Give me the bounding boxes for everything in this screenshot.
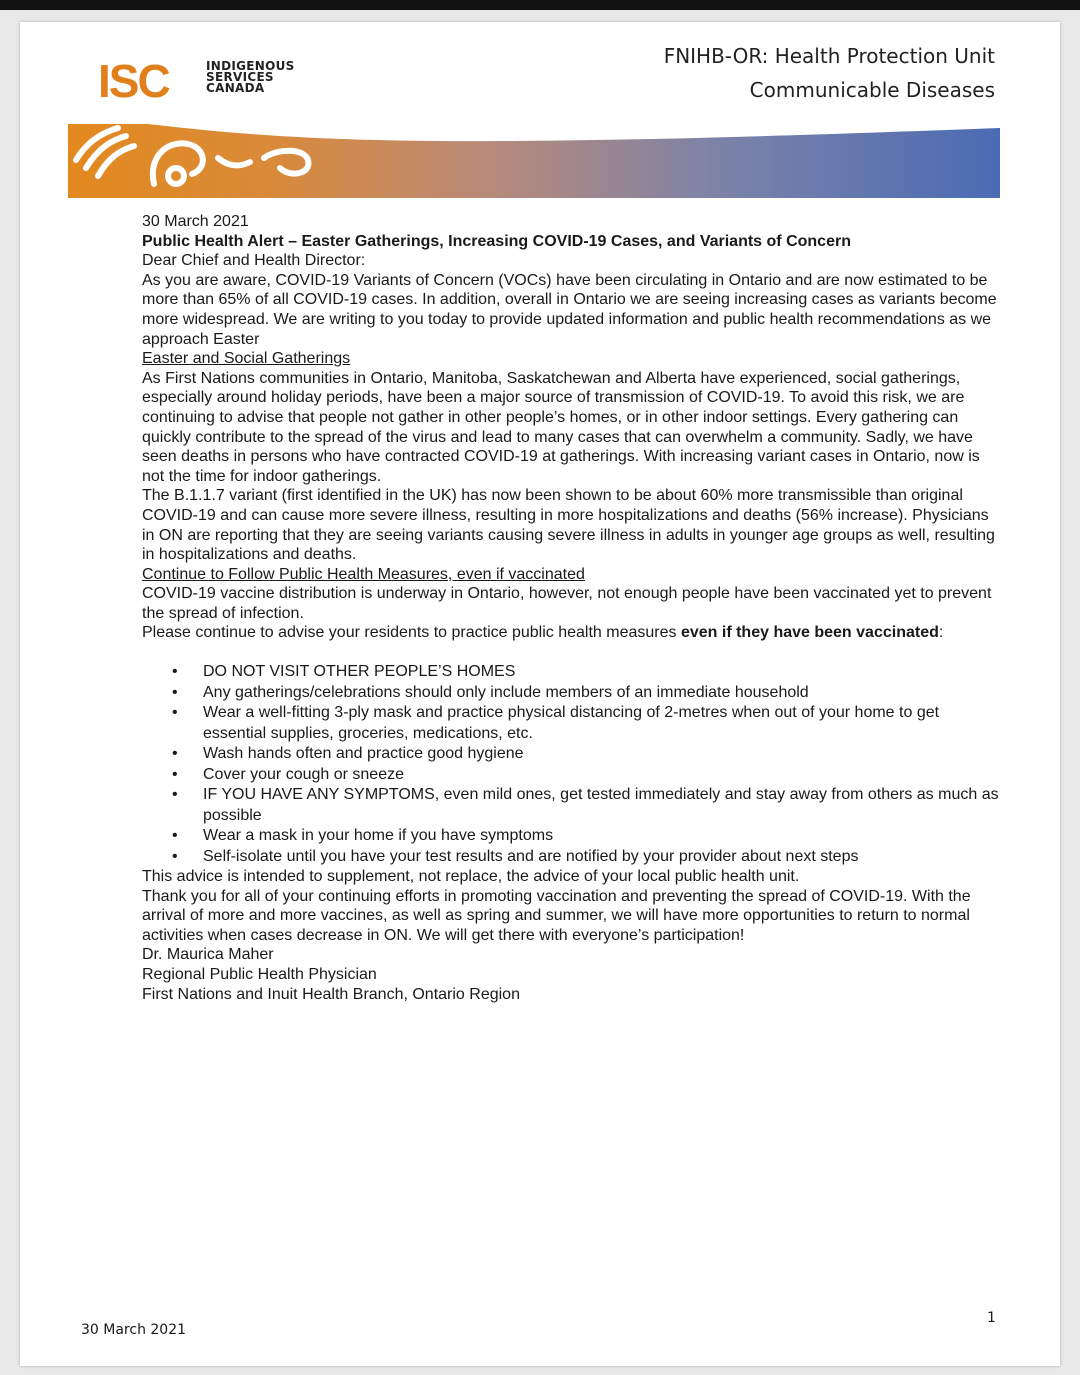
bullet-dot: • (172, 847, 178, 865)
list-item (142, 662, 1002, 683)
top-bar (0, 0, 1080, 10)
list-item (142, 703, 1002, 744)
bullet-dot: • (172, 745, 178, 763)
logo-line: SERVICES (206, 70, 274, 84)
signature-role: Regional Public Health Physician (142, 966, 377, 984)
header-unit-block (664, 44, 995, 102)
vaccine-paragraph: COVID-19 vaccine distribution is underway in Ontario, however, not enough people have been vaccinated yet to prevent the spread of infection. (142, 585, 992, 622)
list-item-text: Self-isolate until you have your test results and are notified by your provider about next steps (203, 847, 859, 865)
bullet-dot: • (172, 704, 178, 722)
header-division: Communicable Diseases (749, 78, 995, 102)
header-banner-graphic (68, 118, 1000, 198)
bullet-dot: • (172, 827, 178, 845)
measures-intro-text: Please continue to advise your residents to practice public health measures (142, 624, 681, 642)
letter-title: Public Health Alert – Easter Gatherings, Increasing COVID-19 Cases, and Variants of Concern (142, 232, 851, 250)
gatherings-paragraph: As First Nations communities in Ontario, Manitoba, Saskatchewan and Alberta have experienced, social gatherings, especially around holiday periods, have been a major source of transmission of COVID-19. To avoid this risk, we are continuing to advise that people not gather in other people’s homes, or in other indoor settings. Every gathering can quickly contribute to the spread of the virus and lead to many cases that can overwhelm a community. Sadly, we have seen deaths in persons who have contracted COVID-19 at gatherings. With increasing variant cases in Ontario, now is not the time for indoor gatherings. (142, 369, 980, 485)
section-heading-gatherings: Easter and Social Gatherings (142, 350, 351, 368)
logo-wordmark (206, 61, 336, 94)
advice-note: This advice is intended to supplement, not replace, the advice of your local public health unit. (142, 868, 800, 886)
list-item (142, 765, 1002, 786)
measures-list (142, 662, 1002, 867)
bullet-dot: • (172, 663, 178, 681)
letter-date: 30 March 2021 (142, 213, 249, 230)
footer-date: 30 March 2021 (81, 1322, 187, 1338)
bullet-dot: • (172, 765, 178, 783)
letter-body (142, 212, 1002, 1004)
salutation: Dear Chief and Health Director: (142, 252, 366, 270)
list-item (142, 683, 1002, 704)
variant-paragraph: The B.1.1.7 variant (first identified in the UK) has now been shown to be about 60% more transmissible than original COVID-19 and can cause more severe illness, resulting in more hospitalizations and deaths (56% increase). Physicians in ON are reporting that they are seeing variants causing severe illness in adults in younger age groups as well, resulting in hospitalizations and deaths. (142, 487, 995, 564)
list-item-text: Wear a well-fitting 3-ply mask and practice physical distancing of 2-metres when out of your home to get essential supplies, groceries, medications, etc. (203, 704, 940, 742)
list-item-text: Wear a mask in your home if you have symptoms (203, 827, 554, 845)
logo-line: CANADA (206, 81, 265, 95)
list-item-text: Any gatherings/celebrations should only include members of an immediate household (203, 683, 809, 701)
header-unit: FNIHB-OR: Health Protection Unit (663, 44, 995, 68)
list-item-text: DO NOT VISIT OTHER PEOPLE’S HOMES (203, 663, 516, 681)
section-heading-measures: Continue to Follow Public Health Measures, even if vaccinated (142, 565, 585, 583)
signature-branch: First Nations and Inuit Health Branch, Ontario Region (142, 985, 520, 1003)
list-item-text: Cover your cough or sneeze (203, 765, 404, 783)
measures-intro-end: : (938, 624, 944, 642)
measures-intro (142, 623, 1002, 643)
bullet-dot: • (172, 786, 178, 804)
signature-name: Dr. Maurica Maher (142, 946, 274, 964)
page-number: 1 (987, 1310, 996, 1326)
list-item-text: Wash hands often and practice good hygiene (203, 745, 524, 763)
measures-intro-emphasis: even if they have been vaccinated (680, 624, 939, 642)
list-item-text: IF YOU HAVE ANY SYMPTOMS, even mild ones, get tested immediately and stay away from others as much as possible (203, 786, 999, 824)
logo-abbrev: ISC (98, 55, 169, 107)
letter-page (20, 22, 1060, 1366)
bullet-dot: • (172, 683, 178, 701)
intro-paragraph: As you are aware, COVID-19 Variants of Concern (VOCs) have been circulating in Ontario and are now estimated to be more than 65% of all COVID-19 cases. In addition, overall in Ontario we are seeing increasing cases as variants become more widespread. We are writing to you today to provide updated information and public health recommendations as we approach Easter (142, 271, 997, 348)
closing-paragraph: Thank you for all of your continuing efforts in promoting vaccination and preventing the spread of COVID-19. With the arrival of more and more vaccines, as well as spring and summer, we will have more opportunities to return to normal activities when cases decrease in ON. We will get there with everyone’s participation! (142, 887, 971, 944)
list-item (142, 744, 1002, 765)
logo-line: INDIGENOUS (206, 59, 295, 73)
list-item (142, 847, 1002, 868)
list-item (142, 785, 1002, 826)
list-item (142, 826, 1002, 847)
